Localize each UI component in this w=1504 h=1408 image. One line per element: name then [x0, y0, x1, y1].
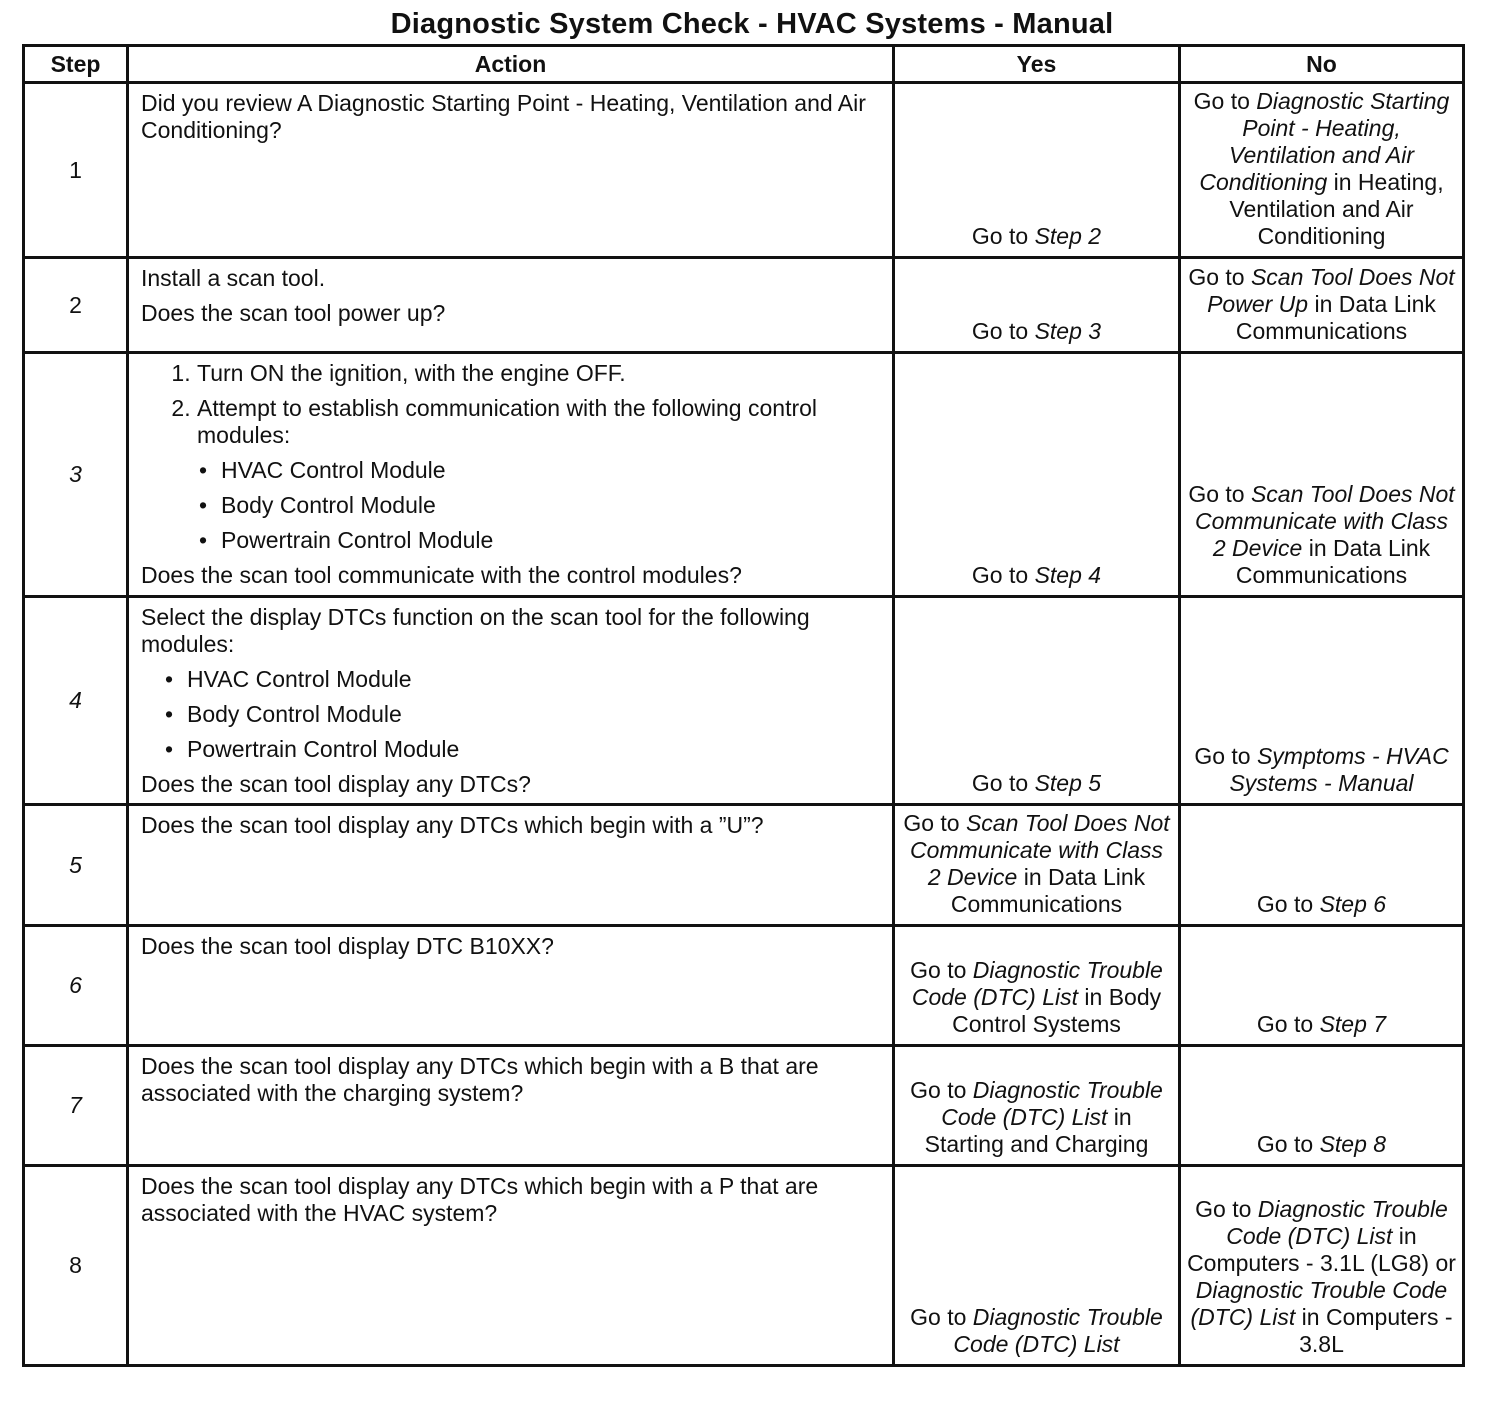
- table-row: [24, 805, 1464, 926]
- yes-text: Go to: [910, 1304, 973, 1330]
- action-question: Does the scan tool display any DTCs which begin with a B that are associated with the charging system?: [141, 1053, 819, 1106]
- step-number: 6: [24, 926, 128, 1046]
- action-question: Did you review A Diagnostic Starting Point - Heating, Ventilation and Air Conditioning?: [141, 90, 866, 143]
- yes-text: Go to: [971, 318, 1035, 344]
- yes-suffix: in Data Link Communications: [950, 864, 1146, 917]
- no-text: Go to: [1256, 1131, 1320, 1157]
- action-question: Does the scan tool communicate with the control modules?: [141, 562, 742, 588]
- table-row: [24, 1166, 1464, 1366]
- no-link: Scan Tool Does Not Power Up: [1207, 264, 1455, 317]
- step-number: 3: [24, 353, 128, 597]
- no-link: Step 6: [1319, 891, 1387, 917]
- action-cell: [128, 83, 894, 258]
- action-cell: [128, 1166, 894, 1366]
- action-cell: [128, 258, 894, 353]
- no-text: Go to: [1195, 1196, 1258, 1222]
- no-link: Step 8: [1319, 1131, 1387, 1157]
- no-cell: [1180, 805, 1464, 926]
- action-question: Does the scan tool display any DTCs which begin with a P that are associated with the HVAC system?: [141, 1173, 819, 1226]
- action-cell: [128, 597, 894, 805]
- no-cell: [1180, 353, 1464, 597]
- step-number: 4: [24, 597, 128, 805]
- yes-text: Go to: [971, 770, 1035, 796]
- action-question: Does the scan tool power up?: [141, 300, 446, 326]
- header-yes: Yes: [894, 46, 1180, 83]
- yes-link: Step 2: [1034, 223, 1102, 249]
- table-row: [24, 83, 1464, 258]
- bullet-item: • Powertrain Control Module: [221, 527, 880, 554]
- action-question: Does the scan tool display any DTCs?: [141, 771, 531, 797]
- table-row: [24, 926, 1464, 1046]
- yes-cell: [894, 258, 1180, 353]
- action-instruction: Install a scan tool.: [141, 265, 326, 291]
- table-row: [24, 1046, 1464, 1166]
- yes-suffix: in Starting and Charging: [924, 1104, 1149, 1157]
- yes-cell: [894, 1046, 1180, 1166]
- no-link: Diagnostic Trouble Code (DTC) List: [1226, 1196, 1448, 1249]
- step-number: 1: [24, 83, 128, 258]
- no-link: Diagnostic Starting Point - Heating, Ventilation and Air Conditioning: [1199, 88, 1450, 195]
- table-row: [24, 597, 1464, 805]
- table-row: [24, 258, 1464, 353]
- no-link: Symptoms - HVAC Systems - Manual: [1229, 743, 1449, 796]
- header-action: Action: [128, 46, 894, 83]
- no-text: Go to: [1188, 264, 1251, 290]
- yes-text: Go to: [903, 810, 966, 836]
- step-number: 7: [24, 1046, 128, 1166]
- no-cell: [1180, 83, 1464, 258]
- no-link-2: Diagnostic Trouble Code (DTC) List: [1190, 1277, 1448, 1330]
- yes-text: Go to: [910, 957, 973, 983]
- action-cell: [128, 926, 894, 1046]
- page-title: Diagnostic System Check - HVAC Systems - Manual: [390, 8, 1114, 40]
- list-item: [197, 395, 880, 554]
- no-suffix: in Heating, Ventilation and Air Conditioning: [1229, 169, 1444, 249]
- bullet-list: [141, 666, 880, 763]
- bullet-item: • Body Control Module: [187, 701, 880, 728]
- action-cell: [128, 1046, 894, 1166]
- no-text: Go to: [1256, 891, 1320, 917]
- yes-text: Go to: [910, 1077, 973, 1103]
- bullet-item: • Body Control Module: [221, 492, 880, 519]
- no-cell: [1180, 1166, 1464, 1366]
- no-text: Go to: [1188, 481, 1251, 507]
- yes-text: Go to: [971, 223, 1035, 249]
- yes-link: Diagnostic Trouble Code (DTC) List: [911, 957, 1163, 1010]
- yes-cell: [894, 926, 1180, 1046]
- no-suffix: in Data Link Communications: [1235, 535, 1431, 588]
- header-no: No: [1180, 46, 1464, 83]
- action-cell: [128, 353, 894, 597]
- list-item-text: Attempt to establish communication with the following control modules:: [197, 395, 818, 448]
- no-text: Go to: [1256, 1011, 1320, 1037]
- yes-link: Diagnostic Trouble Code (DTC) List: [941, 1077, 1163, 1130]
- yes-text: Go to: [971, 562, 1035, 588]
- no-text: Go to: [1193, 88, 1257, 114]
- yes-cell: [894, 597, 1180, 805]
- yes-cell: [894, 83, 1180, 258]
- yes-cell: [894, 353, 1180, 597]
- bullet-item: • HVAC Control Module: [187, 666, 880, 693]
- list-item: 1. Turn ON the ignition, with the engine OFF.: [197, 360, 880, 387]
- no-cell: [1180, 258, 1464, 353]
- yes-link: Diagnostic Trouble Code (DTC) List: [953, 1304, 1163, 1357]
- bullet-item: • HVAC Control Module: [221, 457, 880, 484]
- bullet-item: • Powertrain Control Module: [187, 736, 880, 763]
- action-question: Does the scan tool display DTC B10XX?: [141, 933, 554, 959]
- yes-cell: [894, 805, 1180, 926]
- header-step: Step: [24, 46, 128, 83]
- no-suffix: in Computers - 3.1L (LG8) or: [1187, 1223, 1456, 1276]
- bullet-list: [197, 457, 880, 554]
- no-cell: [1180, 926, 1464, 1046]
- yes-suffix: in Body Control Systems: [952, 984, 1162, 1037]
- no-cell: [1180, 597, 1464, 805]
- step-number: 5: [24, 805, 128, 926]
- no-link: Scan Tool Does Not Communicate with Class 2 Device: [1194, 481, 1455, 561]
- step-number: 8: [24, 1166, 128, 1366]
- yes-link: Step 5: [1034, 770, 1102, 796]
- table-header-row: [24, 46, 1464, 83]
- yes-cell: [894, 1166, 1180, 1366]
- no-text: Go to: [1194, 743, 1257, 769]
- no-link: Step 7: [1319, 1011, 1387, 1037]
- step-number: 2: [24, 258, 128, 353]
- no-cell: [1180, 1046, 1464, 1166]
- no-suffix: in Data Link Communications: [1235, 291, 1436, 344]
- action-instruction: Select the display DTCs function on the scan tool for the following modules:: [141, 604, 810, 657]
- no-suffix-2: in Computers - 3.8L: [1295, 1304, 1453, 1357]
- table-row: [24, 353, 1464, 597]
- diagnostic-table: [22, 44, 1465, 1367]
- yes-link: Scan Tool Does Not Communicate with Class 2 Device: [909, 810, 1170, 890]
- action-cell: [128, 805, 894, 926]
- yes-link: Step 3: [1034, 318, 1102, 344]
- yes-link: Step 4: [1034, 562, 1102, 588]
- numbered-list: [141, 360, 880, 554]
- action-question: Does the scan tool display any DTCs which begin with a ”U”?: [141, 812, 764, 838]
